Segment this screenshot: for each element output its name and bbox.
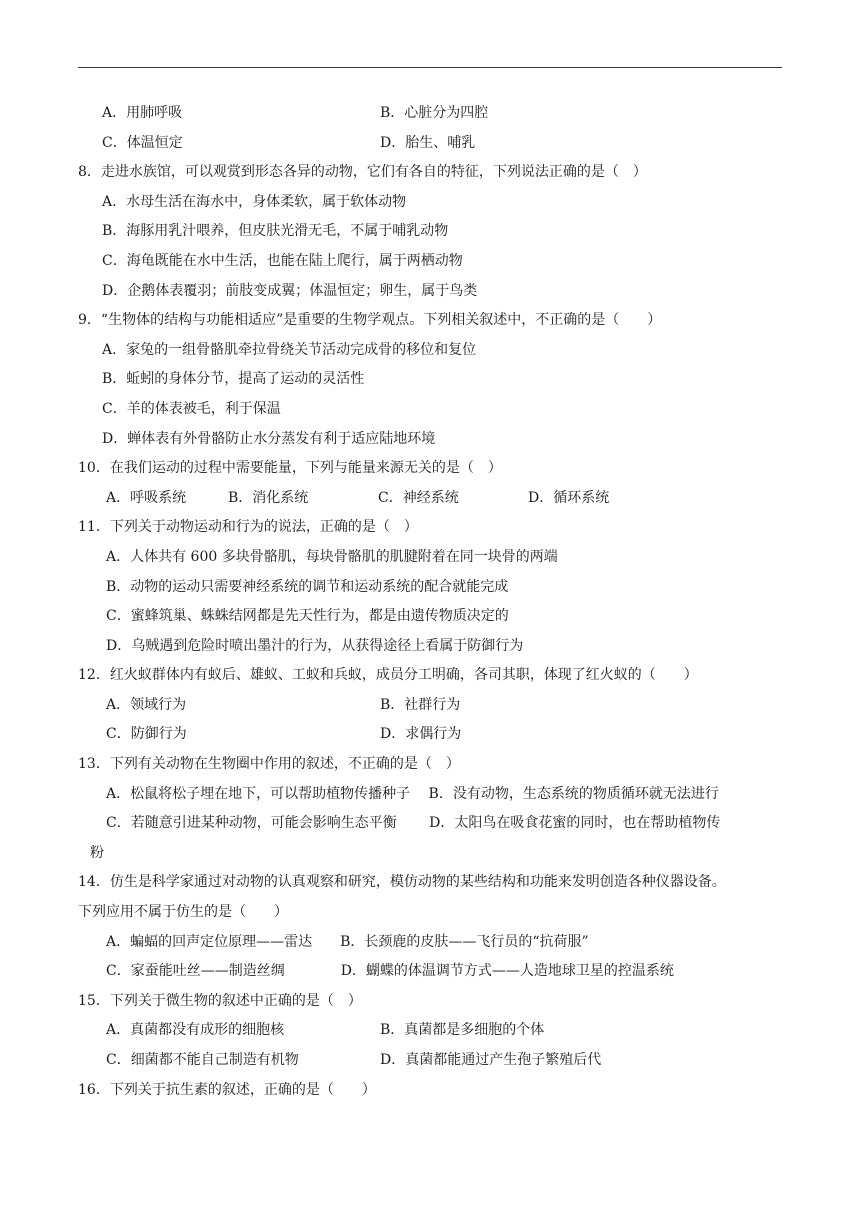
- q8-stem: 8．走进水族馆，可以观赏到形态各异的动物，它们有各自的特征，下列说法正确的是（ ）: [78, 164, 647, 181]
- q8-option-c: C．海龟既能在水中生活，也能在陆上爬行，属于两栖动物: [102, 252, 463, 269]
- q14-options-cd: C．家蚕能吐丝——制造丝绸 D．蝴蝶的体温调节方式——人造地球卫星的控温系统: [106, 963, 674, 980]
- q10-option-d: D．循环系统: [528, 489, 610, 506]
- q8-option-a: A．水母生活在海水中，身体柔软，属于软体动物: [102, 193, 407, 210]
- q12-options-row2: [78, 720, 788, 750]
- exam-page: [78, 99, 788, 1105]
- q10-options-row: [78, 484, 788, 514]
- q13-option-d-continued: 粉: [90, 844, 104, 861]
- q9-option-b: B．蚯蚓的身体分节，提高了运动的灵活性: [102, 371, 365, 388]
- q11-option-b: B．动物的运动只需要神经系统的调节和运动系统的配合就能完成: [106, 578, 509, 595]
- q16-stem: 16．下列关于抗生素的叙述，正确的是（ ）: [78, 1081, 376, 1098]
- q11-stem: 11．下列关于动物运动和行为的说法，正确的是（ ）: [78, 519, 418, 536]
- q10-option-a: A．呼吸系统: [106, 489, 187, 506]
- q15-option-b: B．真菌都是多细胞的个体: [380, 1022, 545, 1039]
- q7-option-b: B．心脏分为四腔: [380, 105, 489, 121]
- q9-option-d: D．蝉体表有外骨骼防止水分蒸发有利于适应陆地环境: [102, 430, 436, 447]
- q14-stem-line2: 下列应用不属于仿生的是（ ）: [78, 904, 288, 921]
- q7-option-d: D．胎生、哺乳: [380, 134, 476, 151]
- q9-option-a: A．家兔的一组骨骼肌牵拉骨绕关节活动完成骨的移位和复位: [102, 341, 477, 358]
- q10-stem: 10．在我们运动的过程中需要能量，下列与能量来源无关的是（ ）: [78, 460, 502, 477]
- q11-option-d: D．乌贼遇到危险时喷出墨汁的行为，从获得途径上看属于防御行为: [106, 637, 524, 654]
- q10-option-b: B．消化系统: [228, 489, 309, 506]
- q7-option-a: A．用肺呼吸: [102, 105, 183, 121]
- q12-option-b: B．社群行为: [380, 696, 461, 713]
- q11-option-a: A．人体共有 600 多块骨骼肌，每块骨骼肌的肌腱附着在同一块骨的两端: [106, 548, 558, 565]
- q12-options-row1: [78, 691, 788, 721]
- q7-options-row2: [78, 129, 788, 159]
- q15-options-row1: [78, 1016, 788, 1046]
- q13-stem: 13．下列有关动物在生物圈中作用的叙述，不正确的是（ ）: [78, 756, 460, 773]
- q8-option-b: B．海豚用乳汁喂养，但皮肤光滑无毛，不属于哺乳动物: [102, 223, 449, 240]
- q15-stem: 15．下列关于微生物的叙述中正确的是（ ）: [78, 992, 362, 1009]
- q8-option-d: D．企鹅体表覆羽；前肢变成翼；体温恒定；卵生，属于鸟类: [102, 282, 478, 299]
- q12-stem: 12．红火蚁群体内有蚁后、雄蚁、工蚁和兵蚁，成员分工明确，各司其职，体现了红火蚁的（ ）: [78, 667, 698, 684]
- q11-option-c: C．蜜蜂筑巢、蛛蛛结网都是先天性行为，都是由遗传物质决定的: [106, 608, 509, 625]
- q12-option-d: D．求偶行为: [380, 726, 462, 743]
- q15-option-d: D．真菌都能通过产生孢子繁殖后代: [380, 1052, 602, 1068]
- q15-options-row2: [78, 1046, 788, 1076]
- q12-option-c: C．防御行为: [106, 726, 187, 743]
- q14-stem-line1: 14．仿生是科学家通过对动物的认真观察和研究，模仿动物的某些结构和功能来发明创造各种仪器设备。: [78, 874, 726, 891]
- q9-stem: 9．“生物体的结构与功能相适应”是重要的生物学观点。下列相关叙述中，不正确的是（ ）: [78, 312, 662, 329]
- q13-options-ab: A．松鼠将松子埋在地下，可以帮助植物传播种子 B．没有动物，生态系统的物质循环就无法进行: [106, 785, 719, 802]
- q12-option-a: A．领域行为: [106, 696, 187, 713]
- q7-options-row1: [78, 99, 788, 129]
- q7-option-c: C．体温恒定: [102, 134, 183, 151]
- header-rule: [78, 67, 782, 68]
- q10-option-c: C．神经系统: [378, 489, 459, 506]
- q9-option-c: C．羊的体表被毛，利于保温: [102, 400, 281, 417]
- q13-options-cd: C．若随意引进某种动物，可能会影响生态平衡 D．太阳鸟在吸食花蜜的同时，也在帮助植物传: [106, 815, 721, 832]
- q15-option-a: A．真菌都没有成形的细胞核: [106, 1022, 285, 1039]
- q15-option-c: C．细菌都不能自己制造有机物: [106, 1052, 299, 1068]
- q14-options-ab: A．蝙蝠的回声定位原理——雷达 B．长颈鹿的皮肤——飞行员的“抗荷服”: [106, 933, 589, 950]
